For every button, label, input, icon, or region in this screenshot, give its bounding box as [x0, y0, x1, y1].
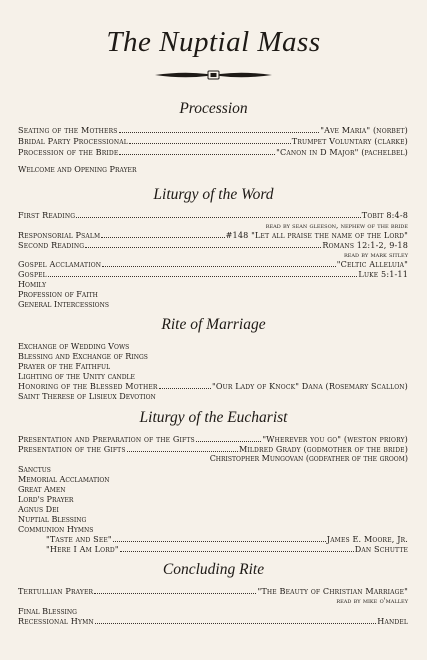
line-label: Presentation and Preparation of the Gifts: [18, 434, 195, 444]
flourish-divider-icon: [153, 68, 274, 82]
section-heading-marriage: Rite of Marriage: [161, 316, 266, 333]
line-label: Procession of the Bride: [18, 147, 119, 157]
program-item: Sanctus: [18, 464, 51, 474]
dot-leader: [129, 136, 291, 144]
program-item: General Intercessions: [18, 299, 109, 309]
section-heading-procession: Procession: [179, 100, 248, 117]
dot-leader: [119, 125, 320, 133]
program-item: Saint Therese of Lisieux Devotion: [18, 391, 156, 401]
line-value: "Celtic Alleluia": [336, 259, 408, 269]
reader-credit: read by sean gleeson, nephew of the bride: [265, 221, 408, 230]
line-label: Responsorial Psalm: [18, 230, 101, 240]
line-value: Trumpet Voluntary (clarke): [291, 136, 408, 146]
dot-leader: [119, 147, 275, 155]
line-label: Second Reading: [18, 240, 85, 250]
line-value: "Wherever you go" (weston priory): [262, 434, 408, 444]
line-label: Bridal Party Processional: [18, 136, 128, 146]
program-title: The Nuptial Mass: [106, 26, 321, 58]
program-item: Memorial Acclamation: [18, 474, 110, 484]
program-item: Great Amen: [18, 484, 66, 494]
line-value: "Canon in D Major" (pachelbel): [276, 147, 408, 157]
dot-leader: [95, 616, 376, 624]
dot-leader: [76, 210, 361, 218]
program-item: Lighting of the Unity candle: [18, 371, 135, 381]
dot-leader: [196, 434, 262, 442]
line-label: Tertullian Prayer: [18, 586, 94, 596]
program-item: Lord's Prayer: [18, 494, 74, 504]
line-value: "Ave Maria" (norbet): [320, 125, 408, 135]
program-line: [18, 210, 408, 221]
line-label: Gospel Acclamation: [18, 259, 102, 269]
section-heading-word: Liturgy of the Word: [153, 186, 274, 203]
line-value: "Our Lady of Knock" Dana (Rosemary Scallon): [212, 381, 408, 391]
line-value: "The Beauty of Christian Marriage": [257, 586, 408, 596]
line-label: Recessional Hymn: [18, 616, 94, 626]
program-item: Prayer of the Faithful: [18, 361, 111, 371]
dot-leader: [113, 534, 326, 542]
hymn-composer: James E. Moore, Jr.: [326, 534, 408, 544]
program-item: Nuptial Blessing: [18, 514, 87, 524]
dot-leader: [159, 381, 211, 389]
line-label: Seating of the Mothers: [18, 125, 118, 135]
section-heading-eucharist: Liturgy of the Eucharist: [139, 409, 288, 426]
line-label: Presentation of the Gifts: [18, 444, 126, 454]
line-value: Romans 12:1-2, 9-18: [322, 240, 408, 250]
dot-leader: [94, 586, 256, 594]
line-label: First Reading: [18, 210, 76, 220]
program-line: [18, 136, 408, 147]
dot-leader: [102, 259, 336, 267]
dot-leader: [127, 444, 238, 452]
program-item: Communion Hymns: [18, 524, 94, 534]
program-item: Agnus Dei: [18, 504, 59, 514]
dot-leader: [85, 240, 321, 248]
section-heading-concluding: Concluding Rite: [162, 561, 265, 578]
dot-leader: [120, 544, 354, 552]
program-item: Blessing and Exchange of Rings: [18, 351, 148, 361]
hymn-title: "Taste and See": [46, 534, 112, 544]
line-value: Handel: [377, 616, 408, 626]
hymn-line: [46, 544, 408, 555]
line-value: Mildred Grady (godmother of the bride): [238, 444, 408, 454]
program-line: [18, 616, 408, 627]
hymn-title: "Here I Am Lord": [46, 544, 119, 554]
reader-credit: read by mark sitley: [343, 250, 408, 259]
program-line: [18, 147, 408, 158]
program-item: Exchange of Wedding Vows: [18, 341, 130, 351]
line-label: Honoring of the Blessed Mother: [18, 381, 158, 391]
program-item: Profession of Faith: [18, 289, 98, 299]
program-line: [18, 125, 408, 136]
program-line: [18, 269, 408, 280]
line-value: Tobit 8:4-8: [361, 210, 408, 220]
dot-leader: [48, 269, 358, 277]
program-item: Final Blessing: [18, 606, 77, 616]
program-item: Homily: [18, 279, 47, 289]
hymn-composer: Dan Schutte: [354, 544, 408, 554]
dot-leader: [101, 230, 224, 238]
line-value: Luke 5:1-11: [358, 269, 408, 279]
line-value: #148 "Let all praise the name of the Lord": [225, 230, 408, 240]
presenter-credit: Christopher Mungovan (godfather of the groom): [209, 454, 408, 463]
reader-credit: read by mike o'malley: [336, 596, 408, 605]
line-label: Gospel: [18, 269, 47, 279]
program-item: Welcome and Opening Prayer: [18, 164, 137, 174]
